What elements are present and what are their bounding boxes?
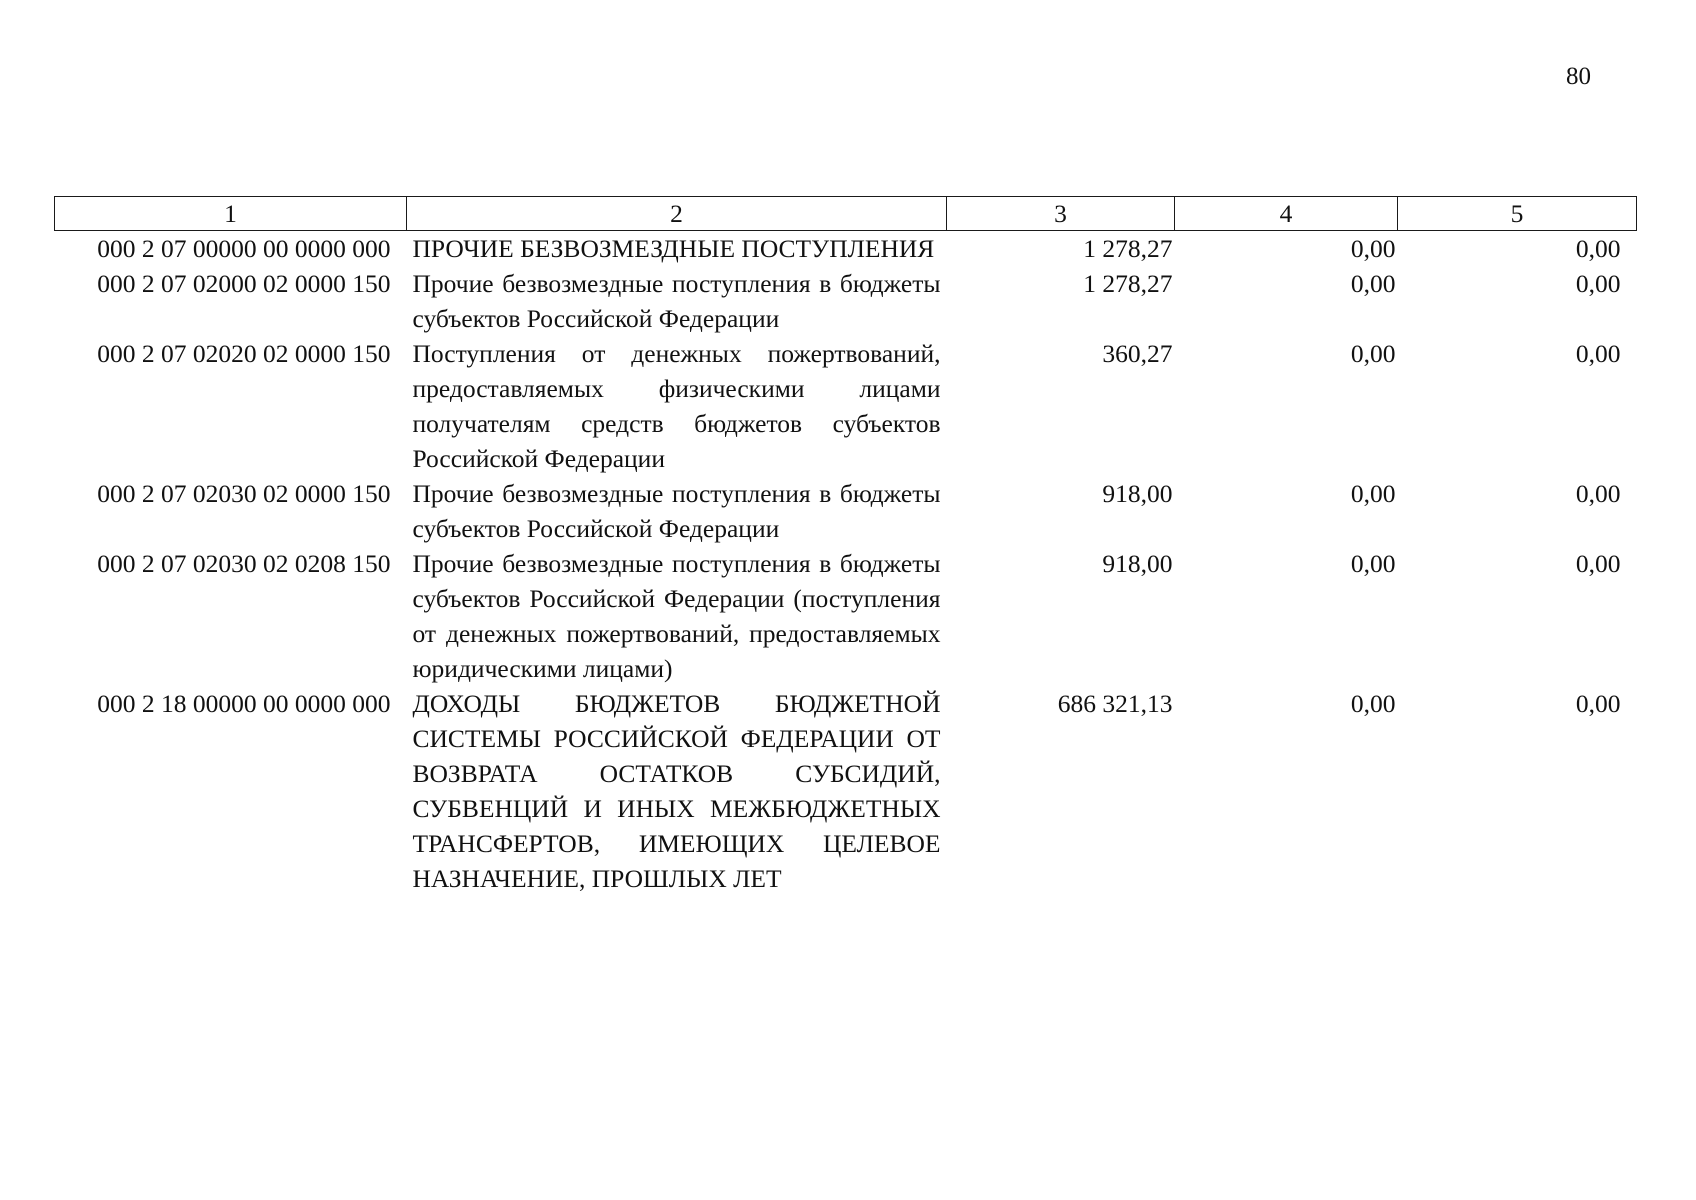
row-code: 000 2 18 00000 00 0000 000 — [97, 689, 391, 718]
header-col-4: 4 — [1175, 197, 1398, 231]
row-value-col3: 686 321,13 — [1057, 689, 1173, 718]
row-code: 000 2 07 02030 02 0208 150 — [97, 549, 391, 578]
table-row — [55, 336, 1637, 476]
table-body — [55, 231, 1637, 897]
row-value-col5: 0,00 — [1575, 269, 1621, 298]
table-row — [55, 686, 1637, 896]
row-name: ПРОЧИЕ БЕЗВОЗМЕЗДНЫЕ ПОСТУПЛЕНИЯ — [412, 234, 935, 263]
row-name: ДОХОДЫ БЮДЖЕТОВ БЮДЖЕТНОЙ СИСТЕМЫ РОССИЙСКОЙ ФЕДЕРАЦИИ ОТ ВОЗВРАТА ОСТАТКОВ СУБСИДИЙ, СУБВЕНЦИЙ И ИНЫХ МЕЖБЮДЖЕТНЫХ ТРАНСФЕРТОВ, ИМЕЮЩИХ ЦЕЛЕВОЕ НАЗНАЧЕНИЕ, ПРОШЛЫХ ЛЕТ — [412, 689, 941, 893]
row-value-col4: 0,00 — [1350, 234, 1396, 263]
page-number: 80 — [1566, 63, 1591, 90]
header-col-5: 5 — [1398, 197, 1637, 231]
row-name: Прочие безвозмездные поступления в бюджеты субъектов Российской Федерации — [412, 479, 941, 543]
row-value-col5: 0,00 — [1575, 479, 1621, 508]
header-col-3: 3 — [947, 197, 1175, 231]
row-value-col4: 0,00 — [1350, 689, 1396, 718]
row-code: 000 2 07 02020 02 0000 150 — [97, 339, 391, 368]
row-code: 000 2 07 02000 02 0000 150 — [97, 269, 391, 298]
table-header — [55, 197, 1637, 231]
row-code: 000 2 07 00000 00 0000 000 — [97, 234, 391, 263]
row-value-col3: 1 278,27 — [1083, 269, 1173, 298]
row-code: 000 2 07 02030 02 0000 150 — [97, 479, 391, 508]
row-value-col3: 918,00 — [1102, 479, 1173, 508]
table-row — [55, 231, 1637, 267]
header-row — [55, 197, 1637, 231]
table-row — [55, 546, 1637, 686]
row-value-col3: 1 278,27 — [1083, 234, 1173, 263]
budget-revenue-table — [54, 196, 1637, 896]
row-value-col4: 0,00 — [1350, 549, 1396, 578]
row-value-col3: 918,00 — [1102, 549, 1173, 578]
header-col-2: 2 — [407, 197, 947, 231]
header-col-1: 1 — [55, 197, 407, 231]
row-value-col5: 0,00 — [1575, 234, 1621, 263]
row-name: Прочие безвозмездные поступления в бюджеты субъектов Российской Федерации (поступления от денежных пожертвований, предоставляемых юридическими лицами) — [412, 549, 941, 683]
row-value-col5: 0,00 — [1575, 339, 1621, 368]
row-value-col5: 0,00 — [1575, 549, 1621, 578]
row-value-col4: 0,00 — [1350, 339, 1396, 368]
row-value-col3: 360,27 — [1102, 339, 1173, 368]
table-row — [55, 476, 1637, 546]
table-row — [55, 266, 1637, 336]
row-value-col5: 0,00 — [1575, 689, 1621, 718]
row-value-col4: 0,00 — [1350, 479, 1396, 508]
row-name: Поступления от денежных пожертвований, предоставляемых физическими лицами получателям средств бюджетов субъектов Российской Федерации — [412, 339, 941, 473]
row-name: Прочие безвозмездные поступления в бюджеты субъектов Российской Федерации — [412, 269, 941, 333]
row-value-col4: 0,00 — [1350, 269, 1396, 298]
